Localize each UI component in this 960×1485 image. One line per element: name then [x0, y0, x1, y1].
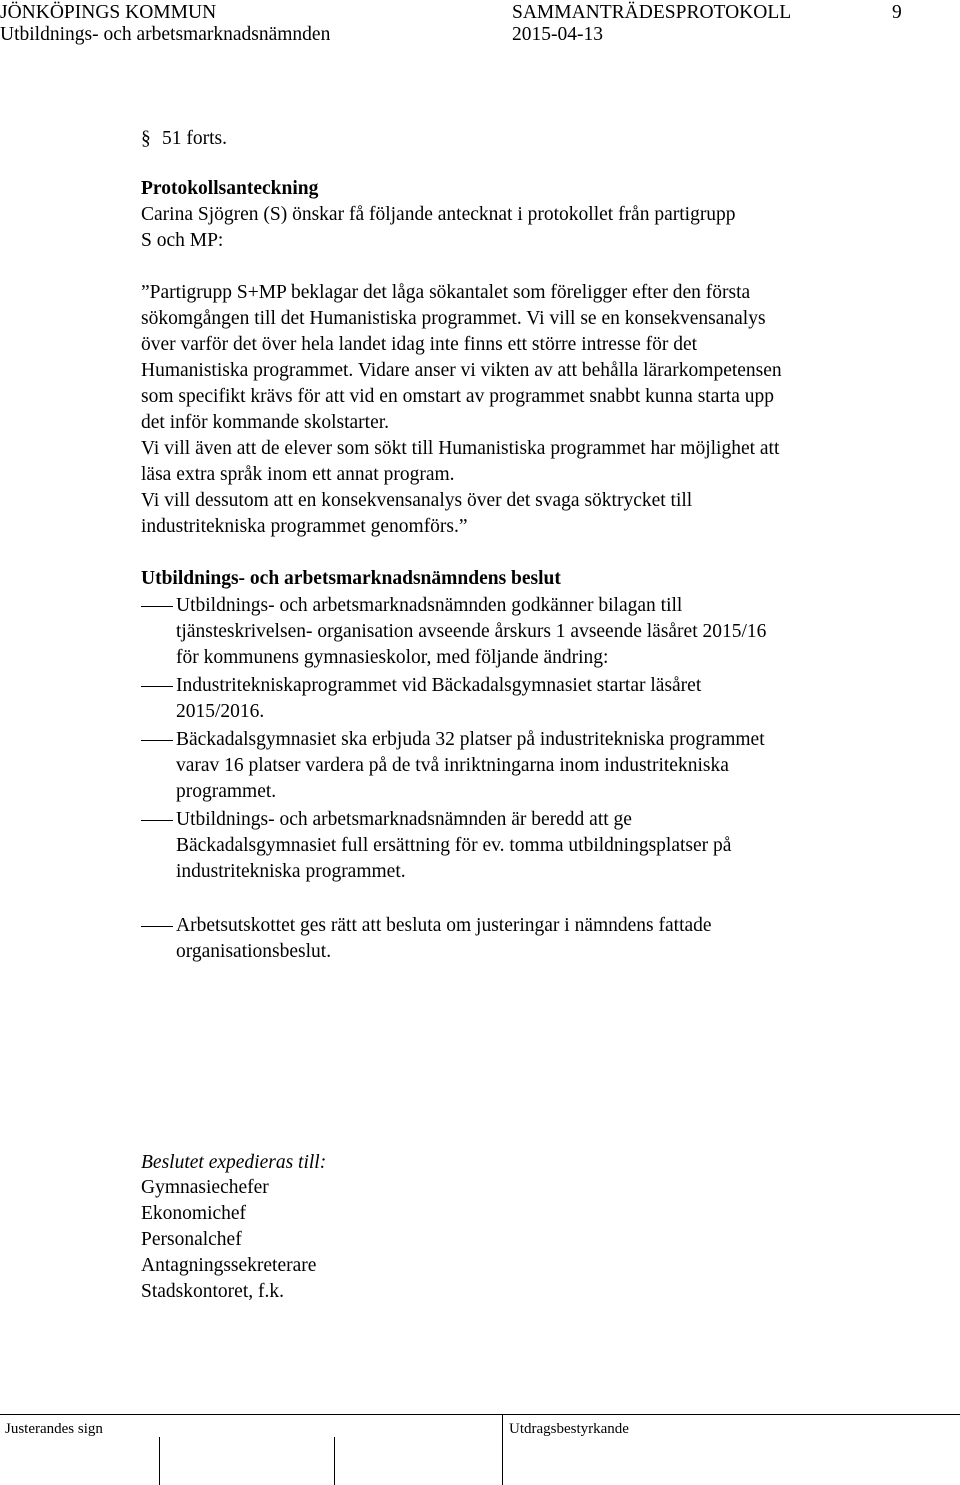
quote-line: över varför det över hela landet idag inte finns ett större intresse för det	[141, 334, 698, 355]
recipient: Gymnasiechefer	[141, 1177, 269, 1198]
section-label: 51 forts.	[162, 128, 227, 149]
beslut-item-line: för kommunens gymnasieskolor, med följande ändring:	[176, 647, 609, 668]
bullet-dash	[141, 926, 173, 927]
recipient: Ekonomichef	[141, 1203, 247, 1224]
quote-line: det inför kommande skolstarter.	[141, 412, 390, 433]
signature-divider	[159, 1437, 160, 1485]
bullet-dash	[141, 606, 173, 607]
header-committee: Utbildnings- och arbetsmarknadsnämnden	[0, 24, 331, 45]
protokollsanteckning-heading: Protokollsanteckning	[141, 178, 319, 199]
beslut-item-line: 2015/2016.	[176, 701, 265, 722]
beslut-item-line: industritekniska programmet.	[176, 861, 406, 882]
beslut-item-line: tjänsteskrivelsen- organisation avseende årskurs 1 avseende läsåret 2015/16	[176, 621, 767, 642]
quote-line: Vi vill även att de elever som sökt till Humanistiska programmet har möjlighet att	[141, 438, 780, 459]
quote-line: ”Partigrupp S+MP beklagar det låga sökantalet som föreligger efter den första	[141, 282, 751, 303]
beslut-item-line: Bäckadalsgymnasiet ska erbjuda 32 platser på industritekniska programmet	[176, 729, 765, 750]
header-page-number: 9	[892, 2, 902, 23]
bullet-dash	[141, 686, 173, 687]
recipient: Stadskontoret, f.k.	[141, 1281, 284, 1302]
intro-line: Carina Sjögren (S) önskar få följande antecknat i protokollet från partigrupp	[141, 204, 736, 225]
header-doc-type: SAMMANTRÄDESPROTOKOLL	[512, 2, 792, 23]
header-date: 2015-04-13	[512, 24, 603, 45]
beslut-item-line: varav 16 platser vardera på de två inriktningarna inom industritekniska	[176, 755, 729, 776]
beslut-item-line: Industritekniskaprogrammet vid Bäckadalsgymnasiet startar läsåret	[176, 675, 702, 696]
beslut-item-line: programmet.	[176, 781, 277, 802]
signature-divider	[334, 1437, 335, 1485]
beslut-item-line: Utbildnings- och arbetsmarknadsnämnden är beredd att ge	[176, 809, 632, 830]
beslut-item-line: Bäckadalsgymnasiet full ersättning för ev. tomma utbildningsplatser på	[176, 835, 732, 856]
expedieras-heading: Beslutet expedieras till:	[141, 1152, 327, 1173]
quote-line: läsa extra språk inom ett annat program.	[141, 464, 455, 485]
header-org: JÖNKÖPINGS KOMMUN	[0, 2, 217, 23]
beslut-item-line: Arbetsutskottet ges rätt att besluta om justeringar i nämndens fattade	[176, 915, 712, 936]
quote-line: Vi vill dessutom att en konsekvensanalys över det svaga söktrycket till	[141, 490, 693, 511]
quote-line: industritekniska programmet genomförs.”	[141, 516, 468, 537]
quote-line: sökomgången till det Humanistiska programmet. Vi vill se en konsekvensanalys	[141, 308, 766, 329]
utdragsbestyrkande-label: Utdragsbestyrkande	[509, 1421, 629, 1437]
recipient: Antagningssekreterare	[141, 1255, 317, 1276]
quote-line: Humanistiska programmet. Vidare anser vi vikten av att behålla lärarkompetensen	[141, 360, 782, 381]
bullet-dash	[141, 740, 173, 741]
quote-line: som specifikt krävs för att vid en omstart av programmet snabbt kunna starta upp	[141, 386, 775, 407]
beslut-item-line: organisationsbeslut.	[176, 941, 332, 962]
bullet-dash	[141, 820, 173, 821]
beslut-heading: Utbildnings- och arbetsmarknadsnämndens beslut	[141, 568, 561, 589]
beslut-item-line: Utbildnings- och arbetsmarknadsnämnden godkänner bilagan till	[176, 595, 683, 616]
section-sign: §	[141, 128, 151, 149]
signature-divider	[502, 1415, 503, 1485]
signature-footer	[0, 1414, 960, 1485]
intro-line: S och MP:	[141, 230, 224, 251]
justerandes-sign-label: Justerandes sign	[5, 1421, 103, 1437]
recipient: Personalchef	[141, 1229, 242, 1250]
